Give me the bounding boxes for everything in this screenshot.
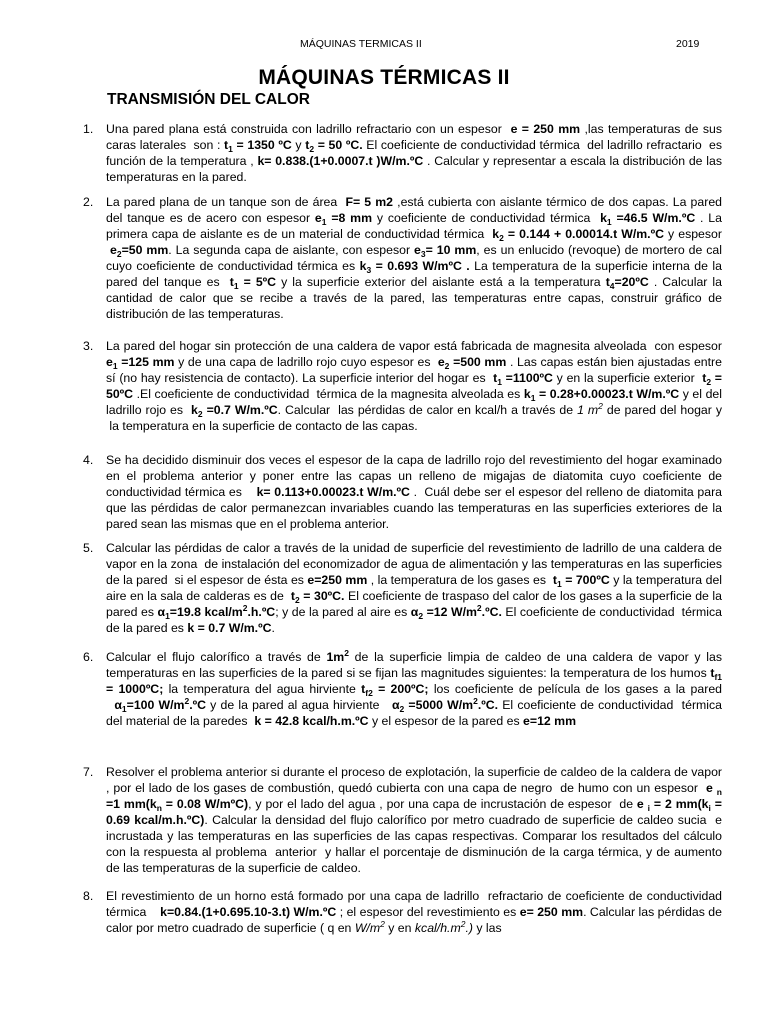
problem-item xyxy=(0,649,768,764)
problem-text: Resolver el problema anterior si durante el proceso de explotación, la superficie de caldeo de la caldera de vapor , por el lado de los gases de combustión, quedó cubierta con una capa de negro de humo con un espesor e $_n$ =1 $mm(k_n = 0.08$ W/mºC), y por el lado del agua , por una capa de incrustación de espesor de e $_i$ = 2 $mm(k_i = 0.69$ kcal/m.h.ºC). Calcular la densidad del flujo calorífico por metro cuadrado de superficie de caldeo sucia e incrustada y las temperaturas en las superficies de las capas respectivas. Comparar los resultados del cálculo con la respuesta al problema anterior y hallar el porcentaje de disminución de la carga térmica, y de aumento de las temperaturas de la superficie de caldeo. xyxy=(106,765,722,875)
problem-item xyxy=(0,194,768,338)
problem-text: Calcular el flujo calorífico a través de $1m^2$ de la superficie limpia de caldeo de una caldera de vapor y las temperaturas en las superficies de la pared si se fijan las magnitudes siguientes: la temperatura de los humos $t_{f1}$ = 1000ºC; la temperatura del agua hirviente $t_{f2}$ = 200ºC; los coeficiente de película de los gases a la pared $\alpha_1=100$ $W/m^2.ºC$ y de la pared al agua hirviente $\alpha_2 =5000$ $W/m^2.ºC$. El coeficiente de conductividad térmica del material de la paredes k = 42.8 kcal/h.m.ºC y el espesor de la pared es e=12 mm xyxy=(106,648,723,728)
problem-number: 4. xyxy=(83,453,94,467)
problem-text: La pared plana de un tanque son de área F= 5 m2 ,está cubierta con aislante térmico de dos capas. La pared del tanque es de acero con espesor $e_1 =8$ mm y coeficiente de conductividad térmica $k_1 =46.5$ W/m.ºC . La primera capa de aislante es de un material de conductividad térmica $k_2 = 0.144 + 0.00014.t$ W/m.ºC y espesor $e_2=50$ mm. La segunda capa de aislante, con espesor $e_3= 10$ mm, es un enlucido (revoque) de mortero de cal cuyo coeficiente de conductividad térmica es $k_3 = 0.693$ W/mºC . La temperatura de la superficie interna de la pared del tanque es $t_1$ = 5ºC y la superficie exterior del aislante está a la temperatura $t_4=20ºC$ . Calcular la cantidad de calor que se recibe a través de la pared, las temperaturas entre capas, construir gráfico de distribución de las temperaturas. xyxy=(106,195,723,321)
problem-number: 8. xyxy=(83,889,94,903)
problem-list xyxy=(0,121,768,948)
problem-item xyxy=(0,452,768,540)
problem-text: El revestimiento de un horno está formado por una capa de ladrillo refractario de coeficiente de conductividad térmica k=0.84.(1+0.695.10-3.t) W/m.ºC ; el espesor del revestimiento es e= 250 mm. Calcular las pérdidas de calor por metro cuadrado de superficie ( q en $W/m^2$ y en kcal/$h.m^2$.) y las xyxy=(106,889,722,935)
problem-item xyxy=(0,764,768,888)
problem-number: 3. xyxy=(83,339,94,353)
problem-text: Una pared plana está construida con ladrillo refractario con un espesor e = 250 mm ,las temperaturas de sus caras laterales son : $t_1 = 1350$ ºC y $t_2 = 50$ ºC. El coeficiente de conductividad térmica del ladrillo refractario es función de la temperatura , k= 0.838.(1+0.0007.t )W/m.ºC . Calcular y representar a escala la distribución de las temperaturas en la pared. xyxy=(106,122,722,184)
document-title: MÁQUINAS TÉRMICAS II xyxy=(258,66,510,89)
problem-text: Se ha decidido disminuir dos veces el espesor de la capa de ladrillo rojo del revestimiento del hogar examinado en el problema anterior y poner entre las capas un relleno de migajas de diatomita cuyo coeficiente de conductividad térmica es k= 0.113+0.00023.t W/m.ºC . Cuál debe ser el espesor del relleno de diatomita para que las pérdidas de calor permanezcan invariables cuando las temperaturas en las superficies exteriores de la pared sean las mismas que en el problema anterior. xyxy=(106,453,722,531)
problem-item xyxy=(0,540,768,649)
problem-text: Calcular las pérdidas de calor a través de la unidad de superficie del revestimiento de ladrillo de una caldera de vapor en la zona de instalación del economizador de agua de alimentación y las temperaturas en las superficies de la pared si el espesor de ésta es e=250 mm , la temperatura de los gases es $t_1$ = 700ºC y la temperatura del aire en la sala de calderas es de $t_2$ = 30ºC. El coeficiente de traspaso del calor de los gases a la superficie de la pared es $\alpha_1=19.8$ kcal/$m^2.h.ºC$; y de la pared al aire es $\alpha_2 =12$ $W/m^2.ºC$. El coeficiente de conductividad térmica de la pared es k = 0.7 W/m.ºC. xyxy=(106,541,723,635)
header-title: MÁQUINAS TERMICAS II xyxy=(300,38,422,50)
problem-number: 5. xyxy=(83,541,94,555)
problem-number: 7. xyxy=(83,765,94,779)
document-subtitle: TRANSMISIÓN DEL CALOR xyxy=(107,91,310,108)
problem-number: 2. xyxy=(83,195,94,209)
problem-text: La pared del hogar sin protección de una caldera de vapor está fabricada de magnesita alveolada con espesor $e_1 =125$ mm y de una capa de ladrillo rojo cuyo espesor es $e_2 =500$ mm . Las capas están bien ajustadas entre sí (no hay resistencia de contacto). La superficie interior del hogar es $t_1$ =1100ºC y en la superficie exterior $t_2$ = 50ºC .El coeficiente de conductividad térmica de la magnesita alveolada es $k_1 = 0.28+0.00023.t$ W/m.ºC y el del ladrillo rojo es $k_2 =0.7$ W/m.ºC. Calcular las pérdidas de calor en kcal/h a través de 1 $m^2$ de pared del hogar y la temperatura en la superficie de contacto de las capas. xyxy=(106,339,722,433)
problem-number: 1. xyxy=(83,122,94,136)
problem-item xyxy=(0,888,768,948)
problem-number: 6. xyxy=(83,650,94,664)
problem-item xyxy=(0,121,768,194)
problem-item xyxy=(0,338,768,452)
header-year: 2019 xyxy=(676,38,700,50)
